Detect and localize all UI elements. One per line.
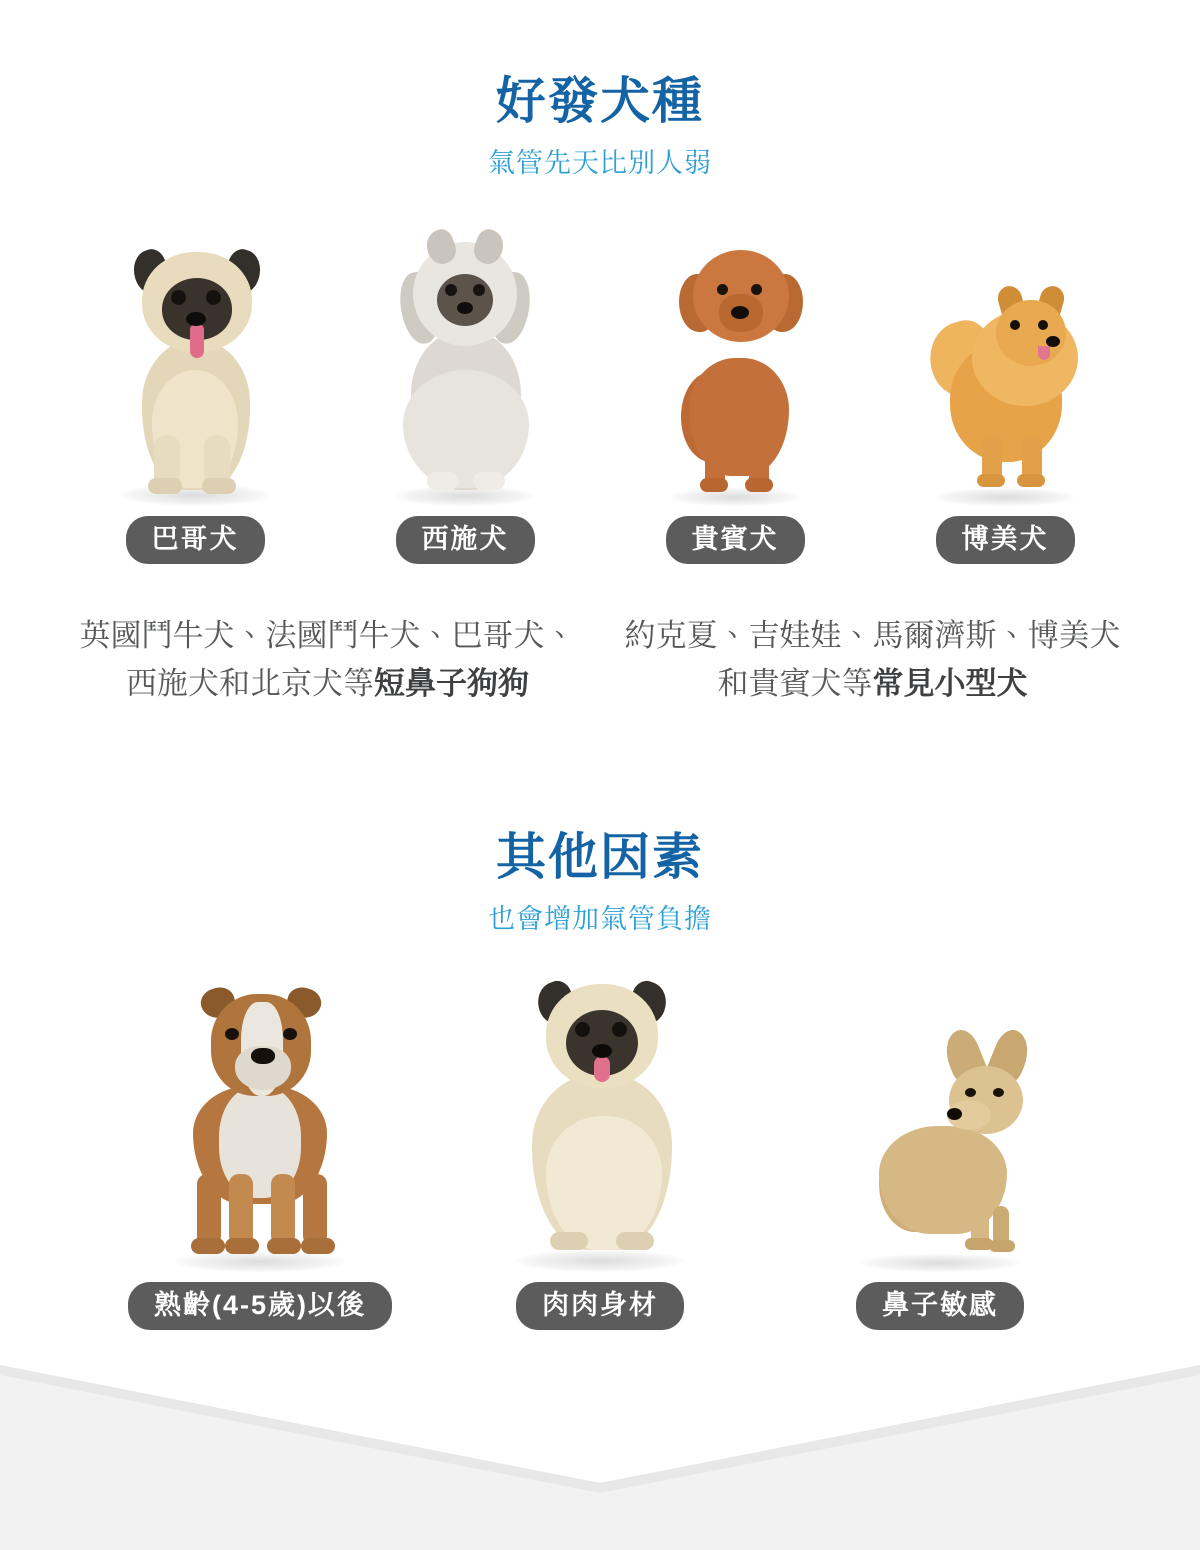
chihuahua-illustration — [825, 1016, 1055, 1266]
factor-card-row — [0, 966, 1200, 1330]
section-factors-title: 其他因素 — [496, 829, 704, 885]
pomeranian-illustration — [910, 250, 1100, 500]
breed-photo-poodle — [600, 210, 870, 500]
breed-label-pug: 巴哥犬 — [126, 516, 265, 564]
page-title: 好發犬種 — [496, 73, 704, 129]
breed-card-row — [0, 210, 1200, 564]
section-breeds — [0, 74, 1200, 708]
poodle-illustration — [645, 230, 825, 500]
breed-card-shih-tzu — [330, 210, 600, 564]
factor-card-senior — [90, 966, 430, 1330]
factor-photo-bulldog — [90, 966, 430, 1266]
breed-caption-small-dogs-strong: 常見小型犬 — [872, 666, 1028, 702]
breed-caption-short-nose-line1: 英國鬥牛犬、法國鬥牛犬、巴哥犬、 — [79, 618, 576, 654]
factor-label-senior: 熟齡(4-5歲)以後 — [128, 1282, 392, 1330]
breed-caption-short-nose — [55, 612, 600, 708]
bottom-chevron-divider — [0, 1365, 1200, 1550]
fat-pug-illustration — [480, 966, 720, 1266]
shih-tzu-illustration — [375, 220, 555, 500]
section-breeds-subtitle: 氣管先天比別人弱 — [488, 148, 712, 178]
factor-card-sensitive-nose — [770, 966, 1110, 1330]
breed-caption-short-nose-strong: 短鼻子狗狗 — [374, 666, 529, 702]
breed-photo-pomeranian — [870, 210, 1140, 500]
breed-photo-shih-tzu — [330, 210, 600, 500]
breed-card-pomeranian — [870, 210, 1140, 564]
breed-label-shih-tzu: 西施犬 — [396, 516, 535, 564]
breed-photo-pug — [60, 210, 330, 500]
factor-photo-chihuahua — [770, 966, 1110, 1266]
breed-caption-small-dogs — [600, 612, 1145, 708]
section-other-factors — [0, 830, 1200, 1330]
breed-label-poodle: 貴賓犬 — [666, 516, 805, 564]
factor-label-sensitive-nose: 鼻子敏感 — [856, 1282, 1024, 1330]
section-breeds-header — [0, 74, 1200, 180]
pug-illustration — [100, 220, 290, 500]
breed-card-pug — [60, 210, 330, 564]
section-factors-subtitle: 也會增加氣管負擔 — [488, 904, 712, 934]
section-factors-header — [0, 830, 1200, 936]
breed-label-pomeranian: 博美犬 — [936, 516, 1075, 564]
breed-caption-small-dogs-line1: 約克夏、吉娃娃、馬爾濟斯、博美犬 — [624, 618, 1121, 654]
factor-label-overweight: 肉肉身材 — [516, 1282, 684, 1330]
breed-card-poodle — [600, 210, 870, 564]
breed-caption-small-dogs-line2: 和貴賓犬等 — [717, 666, 873, 702]
breed-caption-short-nose-line2: 西施犬和北京犬等 — [126, 666, 374, 702]
factor-photo-fat-pug — [430, 966, 770, 1266]
factor-card-overweight — [430, 966, 770, 1330]
breed-captions — [0, 612, 1200, 708]
bulldog-illustration — [145, 966, 375, 1266]
